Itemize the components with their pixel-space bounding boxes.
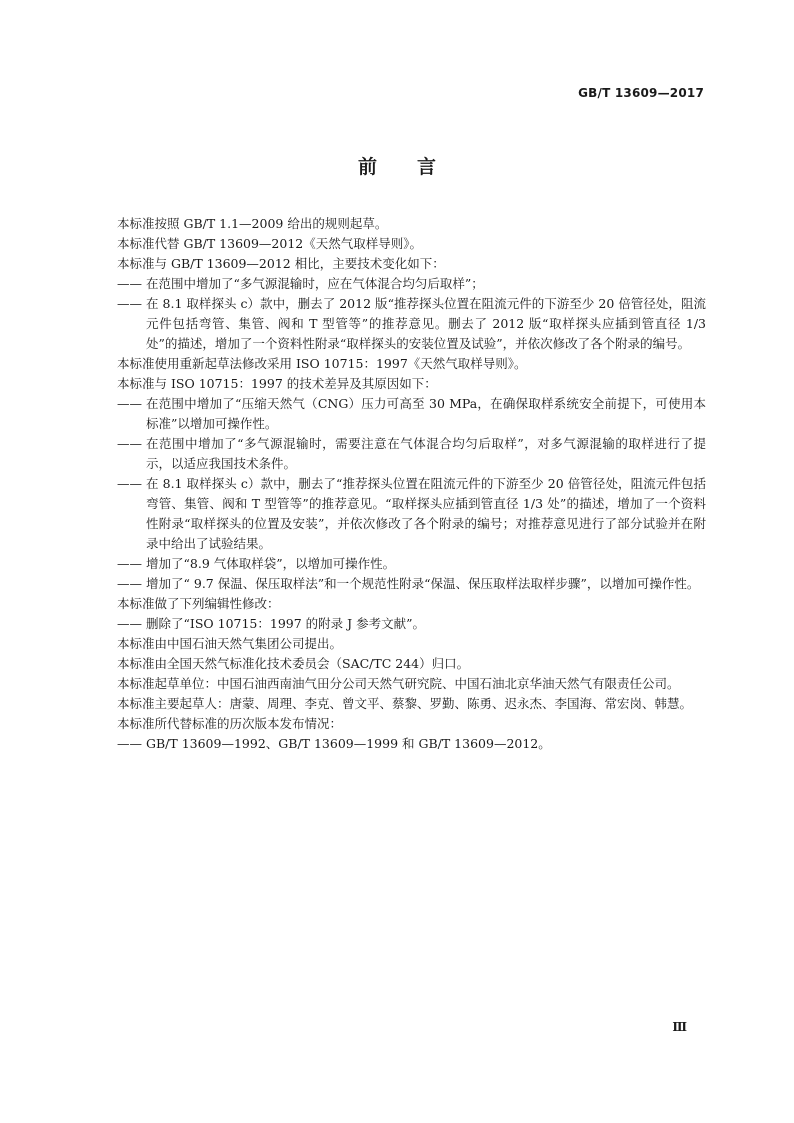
paragraph: 本标准所代替标准的历次版本发布情况： xyxy=(117,716,343,731)
dash-mark: —— xyxy=(117,576,142,591)
dash-mark: —— xyxy=(117,556,142,571)
dash-item-text: 增加了“8.9 气体取样袋”，以增加可操作性。 xyxy=(146,556,396,571)
dash-mark: —— xyxy=(117,396,142,411)
dash-item xyxy=(88,394,706,434)
dash-item-text: 在 8.1 取样探头 c）款中，删去了“推荐探头位置在阻流元件的下游至少 20 倍管径处，阻流元件包括弯管、集管、阀和 T 型管等”的推荐意见。“取样探头应插到管直径 1/3 处”的描述，增加了一个资料性附录“取样探头的位置及安装”，并依次修改了各个附录的编号；对推荐意见进行了部分试验并在附录中给出了试验结果。 xyxy=(146,476,706,551)
paragraph: 本标准按照 GB/T 1.1—2009 给出的规则起草。 xyxy=(117,216,388,231)
paragraph: 本标准主要起草人：唐蒙、周理、李克、曾文平、蔡黎、罗勤、陈勇、迟永杰、李国海、常宏岗、韩慧。 xyxy=(117,696,693,711)
dash-mark: —— xyxy=(117,296,142,311)
dash-item xyxy=(88,734,706,754)
standard-code: GB/T 13609—2017 xyxy=(578,86,704,100)
paragraph: 本标准由全国天然气标准化技术委员会（SAC/TC 244）归口。 xyxy=(117,656,470,671)
dash-item-text: 在 8.1 取样探头 c）款中，删去了 2012 版“推荐探头位置在阻流元件的下游至少 20 倍管径处，阻流元件包括弯管、集管、阀和 T 型管等”的推荐意见。删去了 2012 版“取样探头应插到管直径 1/3 处”的描述，增加了一个资料性附录“取样探头的安装位置及试验”，并依次修改了各个附录的编号。 xyxy=(146,296,706,351)
dash-item-text: 增加了“ 9.7 保温、保压取样法”和一个规范性附录“保温、保压取样法取样步骤”，以增加可操作性。 xyxy=(146,576,700,591)
paragraph: 本标准与 ISO 10715：1997 的技术差异及其原因如下： xyxy=(117,376,437,391)
dash-mark: —— xyxy=(117,736,142,751)
paragraph: 本标准做了下列编辑性修改： xyxy=(117,596,280,611)
paragraph: 本标准使用重新起草法修改采用 ISO 10715：1997《天然气取样导则》。 xyxy=(117,356,527,371)
dash-item-text: 在范围中增加了“多气源混输时，应在气体混合均匀后取样”； xyxy=(146,276,484,291)
paragraph: 本标准与 GB/T 13609—2012 相比，主要技术变化如下： xyxy=(117,256,445,271)
dash-item xyxy=(88,614,706,634)
paragraph: 本标准由中国石油天然气集团公司提出。 xyxy=(117,636,343,651)
dash-item xyxy=(88,474,706,554)
dash-item-text: 在范围中增加了“多气源混输时，需要注意在气体混合均匀后取样”，对多气源混输的取样进行了提示，以适应我国技术条件。 xyxy=(146,436,706,471)
dash-item xyxy=(88,434,706,474)
dash-item-text: GB/T 13609—1992、GB/T 13609—1999 和 GB/T 13609—2012。 xyxy=(146,736,551,751)
dash-mark: —— xyxy=(117,616,142,631)
dash-item xyxy=(88,294,706,354)
paragraph: 本标准代替 GB/T 13609—2012《天然气取样导则》。 xyxy=(117,236,422,251)
document-body xyxy=(88,214,706,754)
dash-mark: —— xyxy=(117,436,142,451)
dash-item xyxy=(88,574,706,594)
page-number: Ⅲ xyxy=(672,1020,687,1034)
dash-mark: —— xyxy=(117,476,142,491)
dash-item xyxy=(88,274,706,294)
dash-item-text: 删除了“ISO 10715：1997 的附录 J 参考文献”。 xyxy=(146,616,426,631)
dash-mark: —— xyxy=(117,276,142,291)
dash-item xyxy=(88,554,706,574)
page-title: 前言 xyxy=(357,156,476,178)
paragraph: 本标准起草单位：中国石油西南油气田分公司天然气研究院、中国石油北京华油天然气有限责任公司。 xyxy=(117,676,680,691)
dash-item-text: 在范围中增加了“压缩天然气（CNG）压力可高至 30 MPa，在确保取样系统安全前提下，可使用本标准”以增加可操作性。 xyxy=(146,396,706,431)
